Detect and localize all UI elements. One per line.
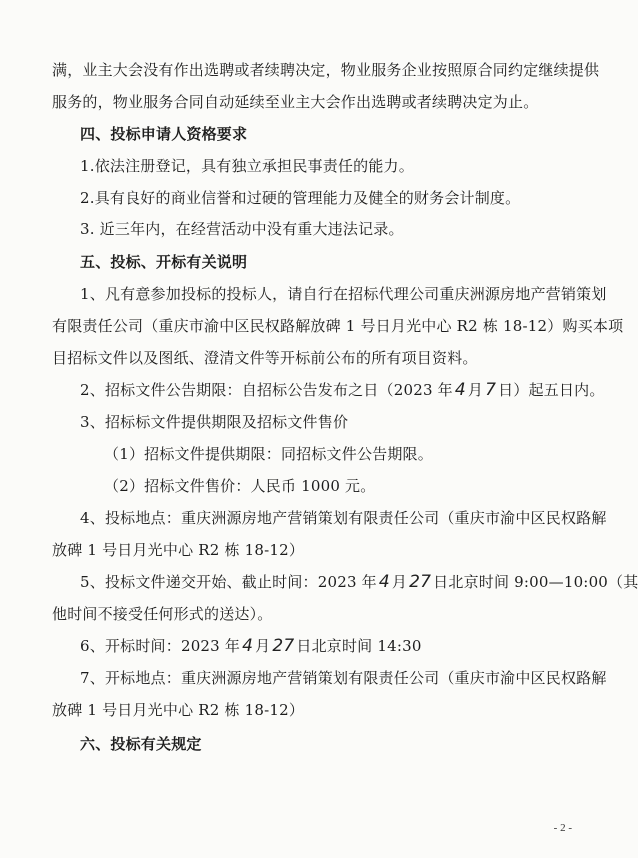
paragraph-line: 7、开标地点：重庆洲源房地产营销策划有限责任公司（重庆市渝中区民权路解: [80, 669, 607, 687]
paragraph-line: [80, 572, 638, 592]
paragraph-line: 有限责任公司（重庆市渝中区民权路解放碑 1 号日月光中心 R2 栋 18-12）购买本项: [52, 317, 624, 335]
list-item: 1.依法注册登记，具有独立承担民事责任的能力。: [80, 157, 414, 175]
text-segment: 月: [391, 573, 408, 591]
text-segment: 日北京时间 9:00—10:00（其: [433, 573, 638, 591]
paragraph-line: 目招标文件以及图纸、澄清文件等开标前公布的所有项目资料。: [52, 349, 478, 367]
paragraph-line: 满，业主大会没有作出选聘或者续聘决定，物业服务企业按照原合同约定继续提供: [52, 61, 600, 79]
handwritten-day: 27: [272, 636, 295, 656]
paragraph-line: 服务的，物业服务合同自动延续至业主大会作出选聘或者续聘决定为止。: [52, 93, 539, 111]
section-heading-6: 六、投标有关规定: [80, 735, 202, 753]
text-segment: 6、开标时间：2023 年: [80, 637, 241, 655]
paragraph-line: 4、投标地点：重庆洲源房地产营销策划有限责任公司（重庆市渝中区民权路解: [80, 509, 607, 527]
handwritten-day: 27: [409, 572, 432, 592]
text-segment: 2、招标文件公告期限：自招标公告发布之日（2023 年: [80, 381, 453, 399]
list-item: 3. 近三年内，在经营活动中没有重大违法记录。: [80, 220, 404, 238]
paragraph-line: 他时间不接受任何形式的送达）。: [52, 605, 273, 623]
sub-item: （2）招标文件售价：人民币 1000 元。: [104, 477, 376, 495]
handwritten-day: 7: [485, 380, 497, 400]
section-heading-4: 四、投标申请人资格要求: [80, 125, 248, 143]
paragraph-line: 放碑 1 号日月光中心 R2 栋 18-12）: [52, 701, 305, 719]
paragraph-line: 1、凡有意参加投标的投标人，请自行在招标代理公司重庆洲源房地产营销策划: [80, 285, 607, 303]
text-segment: 日）起五日内。: [498, 381, 605, 399]
text-segment: 日北京时间 14:30: [296, 637, 422, 655]
section-heading-5: 五、投标、开标有关说明: [80, 253, 248, 271]
paragraph-line: 3、招标标文件提供期限及招标文件售价: [80, 413, 349, 431]
paragraph-line: [80, 380, 605, 400]
text-segment: 月: [255, 637, 271, 655]
text-segment: 5、投标文件递交开始、截止时间：2023 年: [80, 573, 377, 591]
handwritten-month: 4: [242, 636, 254, 656]
page-number: - 2 -: [553, 822, 572, 834]
text-segment: 月: [467, 381, 484, 399]
paragraph-line: [80, 636, 422, 656]
handwritten-month: 4: [378, 572, 390, 592]
paragraph-line: 放碑 1 号日月光中心 R2 栋 18-12）: [52, 541, 305, 559]
handwritten-month: 4: [454, 380, 466, 400]
list-item: 2.具有良好的商业信誉和过硬的管理能力及健全的财务会计制度。: [80, 189, 521, 207]
sub-item: （1）招标文件提供期限：同招标文件公告期限。: [104, 445, 433, 463]
